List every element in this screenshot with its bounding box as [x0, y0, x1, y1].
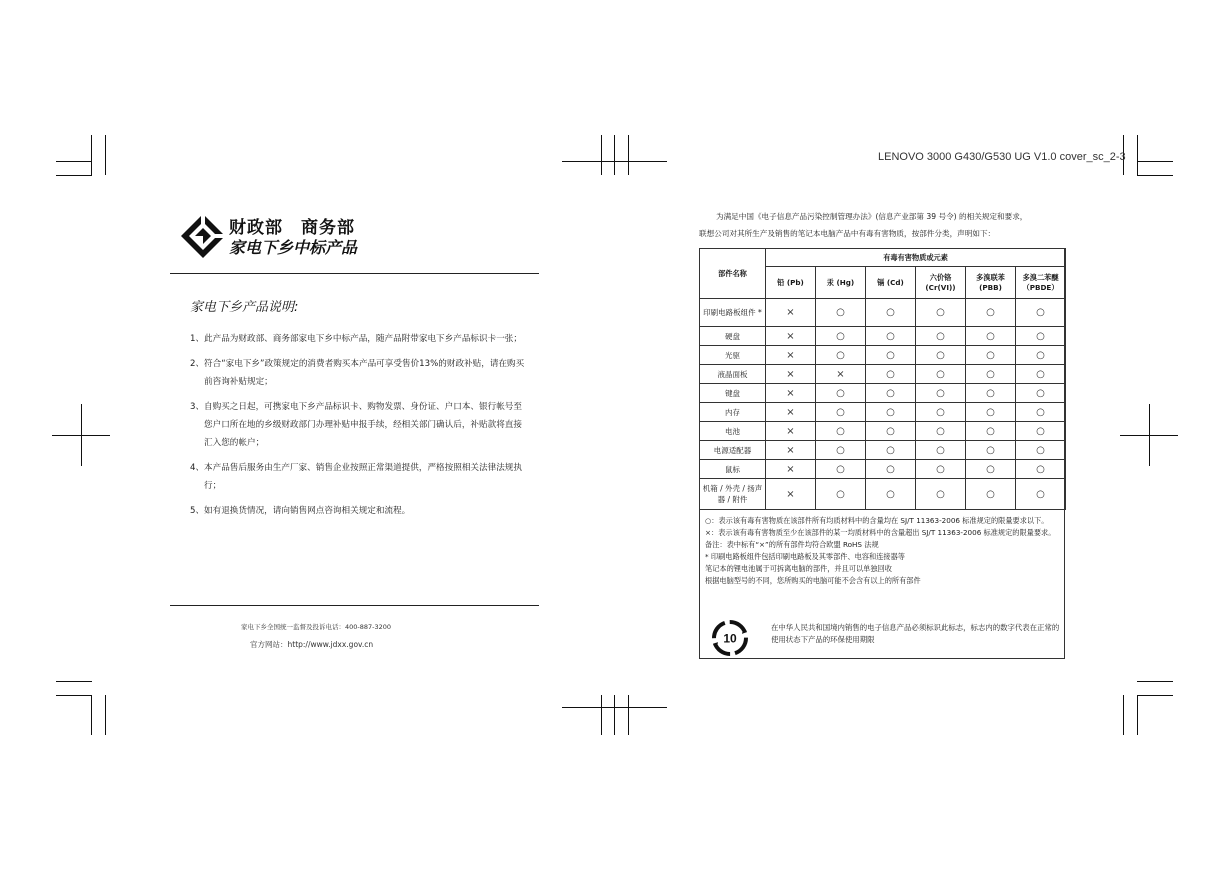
footnote: * 印刷电路板组件包括印刷电路板及其零部件、电容和连接器等	[705, 552, 905, 561]
column-header: 六价铬 (Cr(VI))	[916, 267, 966, 299]
column-header: 镉 (Cd)	[866, 267, 916, 299]
footnotes	[705, 515, 1060, 587]
hotline-text: 家电下乡全国统一监督及投诉电话：400-887-3200	[241, 623, 392, 631]
column-header: 汞 (Hg)	[816, 267, 866, 299]
hazardous-substance-table	[699, 248, 1066, 510]
ministry-logo-icon	[180, 213, 226, 259]
part-header: 部件名称	[700, 249, 766, 299]
divider	[170, 605, 539, 606]
table-row: 光驱 × ○ ○ ○ ○ ○	[700, 346, 1066, 365]
footnote: ×：表示该有毒有害物质至少在该部件的某一均质材料中的含量超出 SJ/T 11363-2006 标准规定的限量要求。	[705, 528, 1056, 537]
footnote: 根据电脑型号的不同，您所购买的电脑可能不会含有以上的所有部件	[705, 576, 921, 585]
efup-description: 在中华人民共和国境内销售的电子信息产品必须标识此标志，标志内的数字代表在正常的使用状态下产品的环保使用期限	[771, 623, 1060, 644]
list-item: 2、 符合“家电下乡”政策规定的消费者购买本产品可享受售价13%的财政补贴，请在购买前咨询补贴规定；	[190, 359, 525, 387]
table-row: 键盘 × ○ ○ ○ ○ ○	[700, 384, 1066, 403]
document-label: LENOVO 3000 G430/G530 UG V1.0 cover_sc_2-3	[878, 151, 1126, 163]
table-row: 硬盘 × ○ ○ ○ ○ ○	[700, 327, 1066, 346]
notes-list	[190, 330, 530, 527]
column-header: 铅 (Pb)	[766, 267, 816, 299]
list-item: 3、 自购买之日起，可携家电下乡产品标识卡、购物发票、身份证、户口本、银行帐号至您户口所在地的乡级财政部门办理补贴申报手续，经相关部门确认后，补贴款将直接汇入您的帐户；	[190, 402, 522, 448]
table-row: 鼠标 × ○ ○ ○ ○ ○	[700, 460, 1066, 479]
environment-protection-period-icon	[712, 620, 748, 656]
column-header: 多溴联苯 (PBB)	[966, 267, 1016, 299]
column-header: 多溴二苯醚（PBDE）	[1016, 267, 1066, 299]
footnote: ○：表示该有毒有害物质在该部件所有均质材料中的含量均在 SJ/T 11363-2006 标准规定的限量要求以下。	[705, 516, 1049, 525]
list-item: 5、 如有退换货情况，请向销售网点咨询相关规定和流程。	[190, 506, 411, 516]
table-row: 内存 × ○ ○ ○ ○ ○	[700, 403, 1066, 422]
table-row: 机箱 / 外壳 / 扬声器 / 附件 × ○ ○ ○ ○ ○	[700, 479, 1066, 510]
footnote: 笔记本的锂电池属于可拆离电脑的部件，并且可以单独回收	[705, 564, 892, 573]
footnote: 备注：表中标有“×”的所有部件均符合欧盟 RoHS 法规	[705, 540, 879, 549]
list-item: 1、 此产品为财政部、商务部家电下乡中标产品，随产品附带家电下乡产品标识卡一张；	[190, 334, 522, 344]
table-row: 印刷电路板组件 * × ○ ○ ○ ○ ○	[700, 299, 1066, 327]
intro-paragraph: 为满足中国《电子信息产品污染控制管理办法》(信息产业部第 39 号令) 的相关规定和要求， 联想公司对其所生产及销售的笔记本电脑产品中有毒有害物质，按部件分类，声明如下：	[699, 212, 1028, 238]
logo-title: 财政部 商务部	[229, 218, 355, 238]
table-row: 液晶面板 × × ○ ○ ○ ○	[700, 365, 1066, 384]
table-row: 电源适配器 × ○ ○ ○ ○ ○	[700, 441, 1066, 460]
list-item: 4、 本产品售后服务由生产厂家、销售企业按照正常渠道提供，严格按照相关法律法规执行；	[190, 463, 522, 491]
table-row: 电池 × ○ ○ ○ ○ ○	[700, 422, 1066, 441]
efup-number: 10	[723, 631, 737, 646]
group-header: 有毒有害物质或元素	[766, 249, 1066, 267]
section-title: 家电下乡产品说明:	[190, 300, 299, 315]
divider	[170, 273, 539, 274]
logo-subtitle: 家电下乡中标产品	[229, 238, 358, 257]
website-text: 官方网站：http://www.jdxx.gov.cn	[250, 640, 374, 649]
